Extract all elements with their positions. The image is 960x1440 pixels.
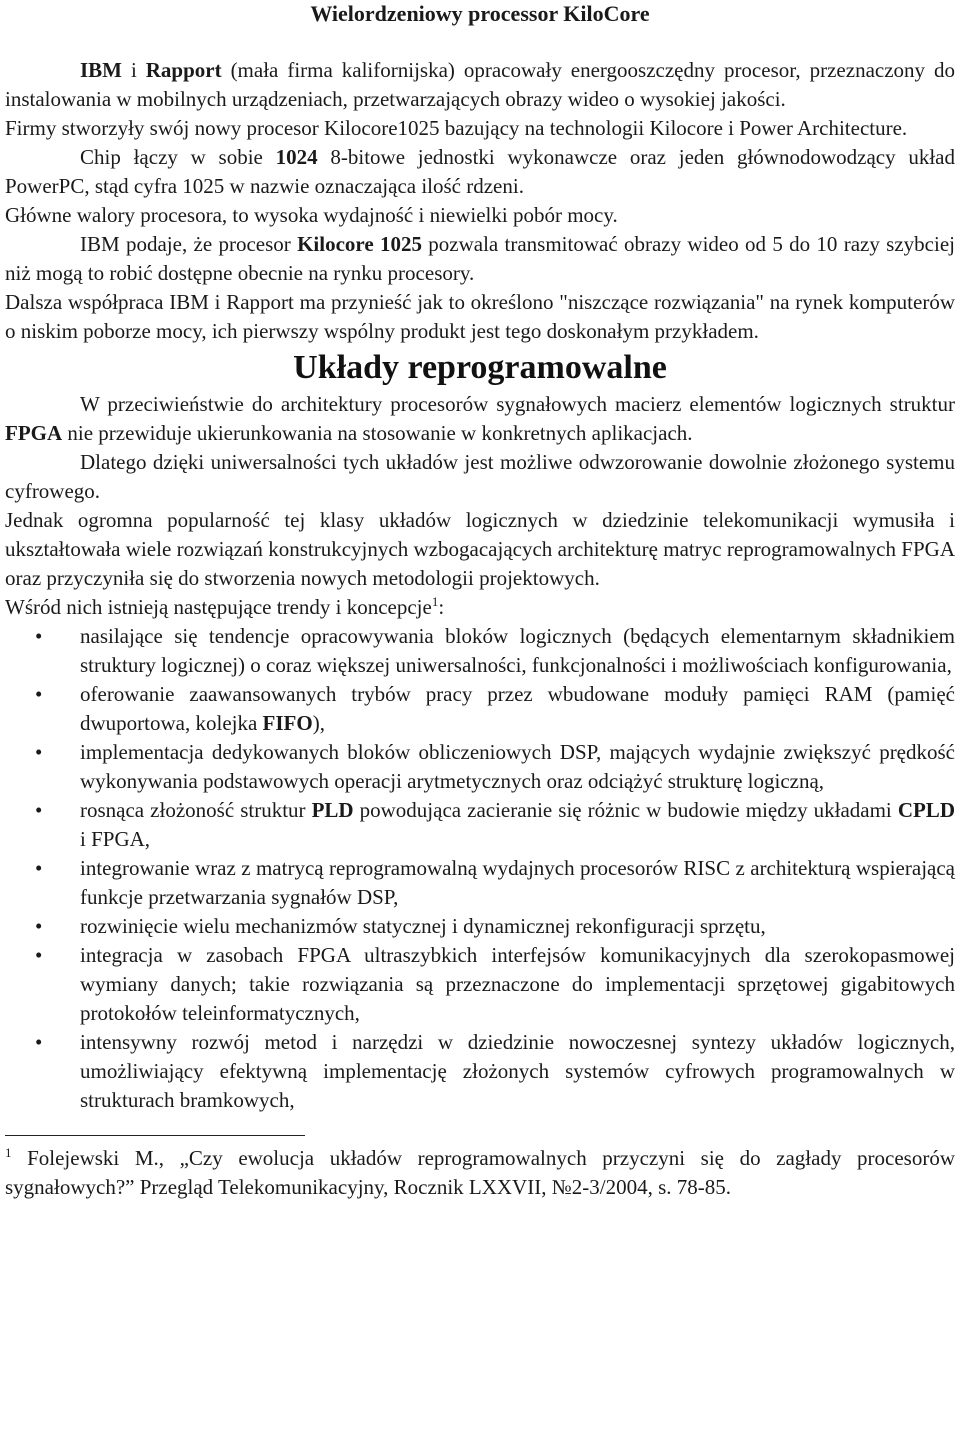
bullet-icon: • — [35, 682, 43, 706]
list-item — [5, 1028, 955, 1115]
text-fragment: nie przewiduje ukierunkowania na stosowanie w konkretnych aplikacjach. — [62, 421, 693, 445]
footnote-reference[interactable]: 1 — [431, 594, 439, 609]
text-fragment: IBM podaje, że procesor — [80, 232, 298, 256]
list-item — [5, 941, 955, 1028]
text-fragment: oferowanie zaawansowanych trybów pracy przez wbudowane moduły pamięci RAM (pamięć dwuportowa, kolejka — [80, 682, 955, 735]
list-item — [5, 622, 955, 680]
text-fragment: i — [122, 58, 146, 82]
list-item — [5, 738, 955, 796]
text-fragment: implementacja dedykowanych bloków obliczeniowych DSP, mających wydajnie zwiększyć prędkość wykonywania podstawowych operacji arytmetycznych oraz odciążyć strukturę logiczną, — [80, 740, 955, 793]
text-fragment: : — [438, 595, 445, 619]
intro-section — [5, 56, 955, 346]
text-fragment: 8-bitowe jednostki wykonawcze oraz jeden głównodowodzący układ PowerPC, stąd cyfra 1025 w nazwie oznaczająca ilość rdzeni. — [5, 145, 955, 198]
bullet-icon: • — [35, 856, 43, 880]
footnote-text — [5, 1144, 955, 1202]
list-item — [5, 912, 955, 941]
bullet-icon: • — [35, 943, 43, 967]
text-fragment: integrowanie wraz z matrycą reprogramowalną wydajnych procesorów RISC z architekturą wspierającą funkcje przetwarzania sygnałów DSP, — [80, 856, 955, 909]
intro-paragraph-3 — [5, 143, 955, 201]
text-fragment: Wśród nich istnieją następujące trendy i koncepcje — [5, 595, 432, 619]
text-fragment: powodująca zacieranie się różnic w budowie między układami — [353, 798, 898, 822]
text-fragment: W przeciwieństwie do architektury procesorów sygnałowych macierz elementów logicznych struktur — [80, 392, 955, 416]
list-item — [5, 854, 955, 912]
intro-paragraph-4: Główne walory procesora, to wysoka wydajność i niewielki pobór mocy. — [5, 203, 618, 227]
text-fragment: pozwala transmitować obrazy wideo od 5 do 10 razy szybciej niż mogą to robić dostępne obecnie na rynku procesory. — [5, 232, 955, 285]
cpld-bold: CPLD — [897, 798, 955, 822]
fpga-section — [5, 390, 955, 1115]
text-fragment: integracja w zasobach FPGA ultraszybkich interfejsów komunikacyjnych dla szerokopasmowej wymiany danych; takie rozwiązania są przeznaczone do implementacji sprzętowej gigabitowych protokołów teleinformatycznych, — [80, 943, 955, 1025]
text-fragment: (mała firma kalifornijska) opracowały energooszczędny procesor, przeznaczony do instalowania w mobilnych urządzeniach, przetwarzających obrazy wideo o wysokiej jakości. — [5, 58, 955, 111]
kilocore-bold: Kilocore 1025 — [297, 232, 422, 256]
intro-paragraph-5 — [5, 230, 955, 288]
ibm-bold: IBM — [80, 58, 122, 82]
footnote — [5, 1144, 955, 1202]
text-fragment: nasilające się tendencje opracowywania bloków logicznych (będących elementarnym składnikiem struktury logicznej) o coraz większej uniwersalności, funkcjonalności i możliwościach konfigurowania, — [80, 624, 955, 677]
list-item — [5, 796, 955, 854]
document-page — [5, 0, 955, 1440]
bullet-icon: • — [35, 740, 43, 764]
text-fragment: rosnąca złożoność struktur — [80, 798, 312, 822]
footnote-marker: 1 — [5, 1145, 12, 1160]
pld-bold: PLD — [311, 798, 354, 822]
text-fragment: rozwinięcie wielu mechanizmów statycznej i dynamicznej rekonfiguracji sprzętu, — [80, 914, 766, 938]
bullet-icon: • — [35, 624, 43, 648]
fifo-bold: FIFO — [262, 711, 313, 735]
section-paragraph-4 — [5, 593, 955, 622]
core-count-bold: 1024 — [275, 145, 318, 169]
intro-paragraph-6: Dalsza współpraca IBM i Rapport ma przynieść jak to określono "niszczące rozwiązania" na rynek komputerów o niskim poborze mocy, ich pierwszy wspólny produkt jest tego doskonałym przykładem. — [5, 290, 955, 343]
text-fragment: Chip łączy w sobie — [80, 145, 276, 169]
text-fragment: Folejewski M., „Czy ewolucja układów reprogramowalnych przyczyni się do zagłady procesorów sygnałowych?” Przegląd Telekomunikacyjny, Rocznik LXXVII, №2-3/2004, s. 78-85. — [5, 1146, 955, 1199]
text-fragment: ), — [312, 711, 325, 735]
bullet-icon: • — [35, 798, 43, 822]
intro-paragraph-2: Firmy stworzyły swój nowy procesor Kilocore1025 bazujący na technologii Kilocore i Power Architecture. — [5, 116, 908, 140]
document-title: Wielordzeniowy processor KiloCore — [310, 1, 650, 26]
fpga-bold: FPGA — [5, 421, 63, 445]
bullet-icon: • — [35, 1030, 43, 1054]
section-paragraph-1 — [5, 390, 955, 448]
trends-list — [5, 622, 955, 1115]
section-heading: Układy reprogramowalne — [293, 349, 667, 386]
section-paragraph-3: Jednak ogromna popularność tej klasy układów logicznych w dziedzinie telekomunikacji wymusiła i ukształtowała wiele rozwiązań konstrukcyjnych wzbogacających architekturę matryc reprogramowalnych FPGA oraz przyczyniła się do stworzenia nowych metodologii projektowych. — [5, 508, 955, 590]
footnote-divider — [5, 1135, 305, 1136]
text-fragment: intensywny rozwój metod i narzędzi w dziedzinie nowoczesnej syntezy układów logicznych, umożliwiający efektywną implementację złożonych systemów cyfrowych programowalnych w strukturach bramkowych, — [80, 1030, 955, 1112]
rapport-bold: Rapport — [145, 58, 222, 82]
list-item — [5, 680, 955, 738]
section-paragraph-2: Dlatego dzięki uniwersalności tych układów jest możliwe odwzorowanie dowolnie złożonego systemu cyfrowego. — [5, 450, 955, 503]
text-fragment: i FPGA, — [80, 827, 151, 851]
intro-paragraph-1 — [5, 56, 955, 114]
bullet-icon: • — [35, 914, 43, 938]
